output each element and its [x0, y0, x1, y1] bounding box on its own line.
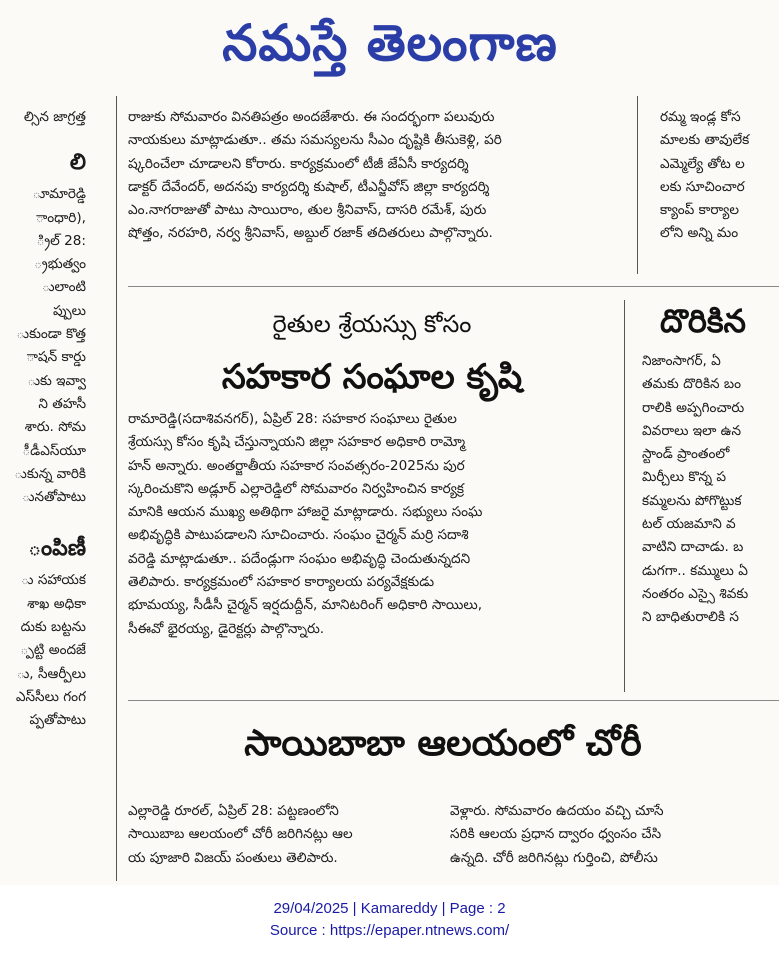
- footer-date-edition: 29/04/2025 | Kamareddy | Page : 2: [273, 900, 506, 917]
- story-line: లోని అన్ని మం: [660, 225, 739, 242]
- story-line: రమ్మ ఇండ్ల కోస: [660, 109, 741, 125]
- story-line: డుగగా.. కమ్ములు ఏ: [642, 562, 748, 579]
- story-line: ఎల్లారెడ్డి రూరల్, ఏప్రిల్ 28: పట్టణంలోని: [128, 803, 339, 819]
- story-line: తమకు దొరికిన బం: [642, 376, 742, 393]
- left-column-line: శారు. సోమ: [24, 419, 86, 436]
- left-column-line: ుకు ఇవ్వా: [27, 372, 86, 389]
- top-story: [128, 106, 616, 246]
- story-line: నాయకులు మాట్లాడుతూ.. తమ సమస్యలను సీఎం దృష్టికి తీసుకెళ్లి, పరి: [128, 132, 502, 149]
- story-line: వాటిని దాచాడు. బ: [642, 539, 744, 556]
- left-column-line: ల్సిన జాగ్రత్త: [23, 109, 86, 125]
- story-line: మానికి ఆయన ముఖ్య అతిథిగా హాజరై మాట్లాడారు. సభ్యులు సంఘ: [128, 504, 483, 521]
- coop-headline: సహకార సంఘాల కృషి: [221, 357, 523, 397]
- section-divider: [128, 700, 779, 701]
- left-column-line: ు సహాయక: [20, 572, 86, 589]
- left-column-line: ు, సీఆర్పీలు: [16, 665, 86, 682]
- story-line: అభివృద్ధికి పాటుపడాలని సూచించారు. సంఘం చైర్మన్ మర్రి సదాశి: [128, 527, 469, 544]
- story-line: వెళ్లారు. సోమవారం ఉదయం వచ్చి చూసే: [450, 803, 664, 819]
- right-story-headline: దొరికిన: [660, 302, 746, 340]
- left-heading-1: లి: [69, 150, 86, 176]
- left-heading-2: ంపిణీ: [28, 536, 86, 562]
- story-line: రాలికి అప్పగించారు: [642, 399, 745, 416]
- story-line: ష్కరించేలా చూడాలని కోరారు. కార్యక్రమంలో టీజీ జేఏసీ కార్యదర్శి: [128, 155, 469, 172]
- story-line: సీఈవో భైరయ్య, డైరెక్టర్లు పాల్గొన్నారు.: [128, 620, 325, 637]
- story-line: రాజుకు సోమవారం వినతిపత్రం అందజేశారు. ఈ సందర్భంగా పలువురు: [128, 109, 495, 125]
- story-line: సాయిబాబ ఆలయంలో చోరీ జరిగినట్లు ఆల: [128, 826, 353, 843]
- masthead-logo: నమస్తే తెలంగాణ: [222, 14, 558, 72]
- story-line: ఎమ్మెల్యే తోట ల: [660, 155, 745, 172]
- story-line: స్టాండ్ ప్రాంతంలో: [642, 446, 730, 463]
- story-line: టల్ యజమాని వ: [642, 516, 736, 533]
- column-divider: [116, 96, 117, 881]
- left-column-line: ూమారెడ్డి: [32, 186, 86, 203]
- right-top-column: [660, 106, 779, 246]
- story-line: హన్ అన్నారు. అంతర్జాతీయ సహకార సంవత్సరం-2025ను పుర: [128, 457, 465, 474]
- section-divider: [128, 286, 779, 287]
- temple-story-col1: [128, 800, 440, 870]
- story-line: శ్రేయస్సు కోసం కృషి చేస్తున్నాయని జిల్లా సహకార అధికారి రామ్మో: [128, 434, 466, 451]
- story-line: నిజాంసాగర్, ఏ: [642, 353, 721, 369]
- right-story-body: [642, 350, 779, 630]
- temple-story-col2: [450, 800, 760, 870]
- left-column-line: ్రభుత్వం: [34, 256, 86, 273]
- left-column: [0, 106, 86, 733]
- left-column-line: ునతోపాటు: [21, 489, 86, 506]
- story-line: కమ్మలను పోగొట్టుక: [642, 492, 742, 509]
- story-line: ఎం.నాగరాజుతో పాటు సాయిరాం, తుల శ్రీనివాస్, దాసరి రమేశ్, పురు: [128, 202, 487, 219]
- left-column-line: ాంధారి),: [35, 209, 86, 226]
- story-line: లకు సూచించార: [660, 178, 745, 195]
- left-column-line: దుకు బట్టను: [20, 619, 86, 636]
- story-line: మాలకు తావులేక: [660, 132, 750, 149]
- story-line: నంతరం ఎస్సై శివకు: [642, 585, 749, 602]
- left-column-line: ని తహసీ: [38, 395, 86, 412]
- story-line: భూమయ్య, సీడీసీ చైర్మన్ ఇర్షదుద్దీన్, మానిటరింగ్ అధికారి సాయిలు,: [128, 597, 483, 614]
- story-line: వివరాలు ఇలా ఉన: [642, 422, 742, 439]
- left-column-line: శాఖ అధికా: [27, 595, 86, 612]
- story-line: మిర్చీలు కొన్న ప: [642, 469, 727, 486]
- left-column-line: ్రిల్ 28:: [36, 232, 86, 249]
- column-divider: [637, 96, 638, 274]
- story-line: వరెడ్డి మాట్లాడుతూ.. పదేండ్లుగా సంఘం అభివృద్ధి చెందుతున్నదని: [128, 550, 471, 567]
- footer-source-link[interactable]: Source : https://epaper.ntnews.com/: [269, 922, 510, 939]
- left-column-line: ్పట్టి అందజే: [20, 642, 86, 659]
- story-line: సరికి ఆలయ ప్రధాన ద్వారం ధ్వంసం చేసి: [450, 826, 662, 843]
- column-divider: [624, 300, 625, 692]
- left-column-line: ప్పతోపాటు: [29, 712, 86, 729]
- story-line: తెలిపారు. కార్యక్రమంలో సహకార కార్యాలయ పర్యవేక్షకుడు: [128, 574, 435, 591]
- story-line: రామారెడ్డి(సదాశివనగర్), ఏప్రిల్ 28: సహకార సంఘాలు రైతుల: [128, 411, 457, 427]
- story-line: క్యాంప్ కార్యాల: [660, 202, 739, 219]
- left-column-line: ీడీఎస్‌యూ: [22, 442, 86, 459]
- left-column-line: ులాంటి: [41, 279, 86, 296]
- story-line: డాక్టర్ దేవేందర్, అదనపు కార్యదర్శి కుషాల్, టీఎన్జీవోస్ జిల్లా కార్యదర్శి: [128, 178, 490, 195]
- story-line: షోత్తం, నరహరి, నర్వ శ్రీనివాస్, అబ్దుల్ రజాక్ తదితరులు పాల్గొన్నారు.: [128, 225, 493, 242]
- coop-kicker: రైతుల శ్రేయస్సు కోసం: [272, 310, 472, 338]
- left-column-line: ుకుండా కొత్త: [16, 326, 86, 343]
- coop-story-body: [128, 408, 616, 641]
- story-line: స్కరించుకొని అడ్లూర్ ఎల్లారెడ్డిలో సోమవారం నిర్వహించిన కార్యక్ర: [128, 480, 465, 497]
- story-line: ని బాధితురాలికి స: [642, 609, 739, 626]
- temple-headline: సాయిబాబా ఆలయంలో చోరీ: [244, 723, 642, 764]
- story-line: య పూజారి విజయ్ పంతులు తెలిపారు.: [128, 849, 338, 866]
- left-column-line: ుకున్న వారికి: [14, 465, 86, 482]
- left-column-line: ఎస్‌సీలు గంగ: [15, 688, 86, 705]
- left-column-line: ాషన్ కార్డు: [26, 349, 86, 366]
- story-line: ఉన్నది. చోరీ జరిగినట్లు గుర్తించి, పోలీసు: [450, 849, 658, 866]
- left-column-line: ప్పులు: [53, 302, 86, 319]
